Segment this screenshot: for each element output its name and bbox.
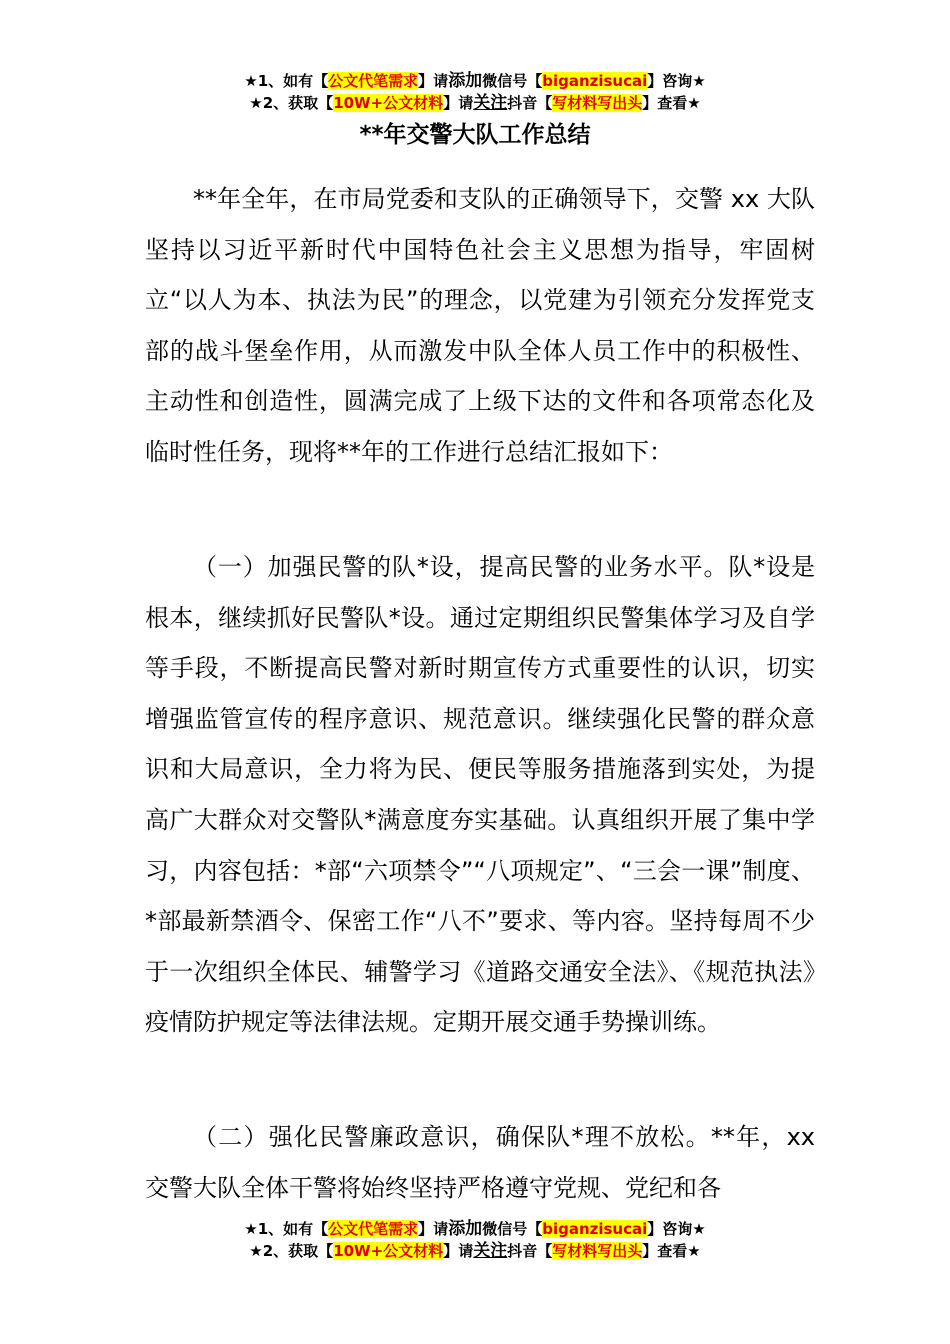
banner-text: 微信号【 (482, 1220, 543, 1238)
promo-banner-bottom (0, 1218, 950, 1262)
banner-text: 】查看★ (642, 1242, 701, 1260)
banner-emphasis: 添加 (448, 1219, 483, 1239)
banner-highlight: 10W+公文材料 (333, 1242, 444, 1260)
banner-text: ★2、获取【 (249, 94, 334, 112)
banner-highlight: 公文代笔需求 (328, 72, 419, 90)
banner-text: 】请 (418, 72, 449, 90)
banner-highlight: biganzisucai (542, 72, 648, 90)
banner-text: 】请 (443, 94, 474, 112)
body-paragraph-3-block (145, 1112, 815, 1213)
banner-text: 抖音【 (507, 1242, 553, 1260)
banner-line-2 (0, 92, 950, 114)
banner-text: 】请 (418, 1220, 449, 1238)
banner-emphasis: 添加 (448, 71, 483, 91)
banner-line-1 (0, 1218, 950, 1240)
body-paragraph: （一）加强民警的队*设，提高民警的业务水平。队*设是根本，继续抓好民警队*设。通过定期组织民警集体学习及自学等手段，不断提高民警对新时期宣传方式重要性的认识，切实增强监管宣传的程序意识、规范意识。继续强化民警的群众意识和大局意识，全力将为民、便民等服务措施落到实处，为提高广大群众对交警队*满意度夯实基础。认真组织开展了集中学习，内容包括：*部“六项禁令”“八项规定”、“三会一课”制度、*部最新禁酒令、保密工作“八不”要求、等内容。坚持每周不少于一次组织全体民、辅警学习《道路交通安全法》、《规范执法》疫情防护规定等法律法规。定期开展交通手势操训练。 (145, 553, 815, 1037)
banner-highlight: biganzisucai (542, 1220, 648, 1238)
banner-text: 】请 (443, 1242, 474, 1260)
body-paragraph: **年全年，在市局党委和支队的正确领导下，交警 xx 大队坚持以习近平新时代中国特色社会主义思想为指导，牢固树立“以人为本、执法为民”的理念，以党建为引领充分发挥党支部的战斗堡垒作用，从而激发中队全体人员工作中的积极性、主动性和创造性，圆满完成了上级下达的文件和各项常态化及临时性任务，现将**年的工作进行总结汇报如下： (145, 185, 815, 466)
banner-text: ★1、如有【 (244, 1220, 329, 1238)
banner-highlight: 10W+公文材料 (333, 94, 444, 112)
banner-text: 】咨询★ (647, 1220, 706, 1238)
banner-text: 】查看★ (642, 94, 701, 112)
banner-emphasis: 关注 (473, 1241, 508, 1261)
document-title: **年交警大队工作总结 (359, 122, 591, 148)
banner-line-2 (0, 1240, 950, 1262)
banner-text: 微信号【 (482, 72, 543, 90)
banner-highlight: 写材料写出头 (552, 1242, 643, 1260)
banner-text: ★1、如有【 (244, 72, 329, 90)
banner-highlight: 写材料写出头 (552, 94, 643, 112)
banner-highlight: 公文代笔需求 (328, 1220, 419, 1238)
banner-line-1 (0, 70, 950, 92)
banner-text: ★2、获取【 (249, 1242, 334, 1260)
body-paragraph: （二）强化民警廉政意识，确保队*理不放松。**年，xx 交警大队全体干警将始终坚持严格遵守党规、党纪和各 (145, 1123, 815, 1202)
promo-banner-top (0, 70, 950, 114)
banner-text: 抖音【 (507, 94, 553, 112)
body-paragraph-2-block (145, 542, 815, 1048)
banner-text: 】咨询★ (647, 72, 706, 90)
banner-emphasis: 关注 (473, 93, 508, 113)
body-paragraph-1-block (145, 174, 815, 478)
